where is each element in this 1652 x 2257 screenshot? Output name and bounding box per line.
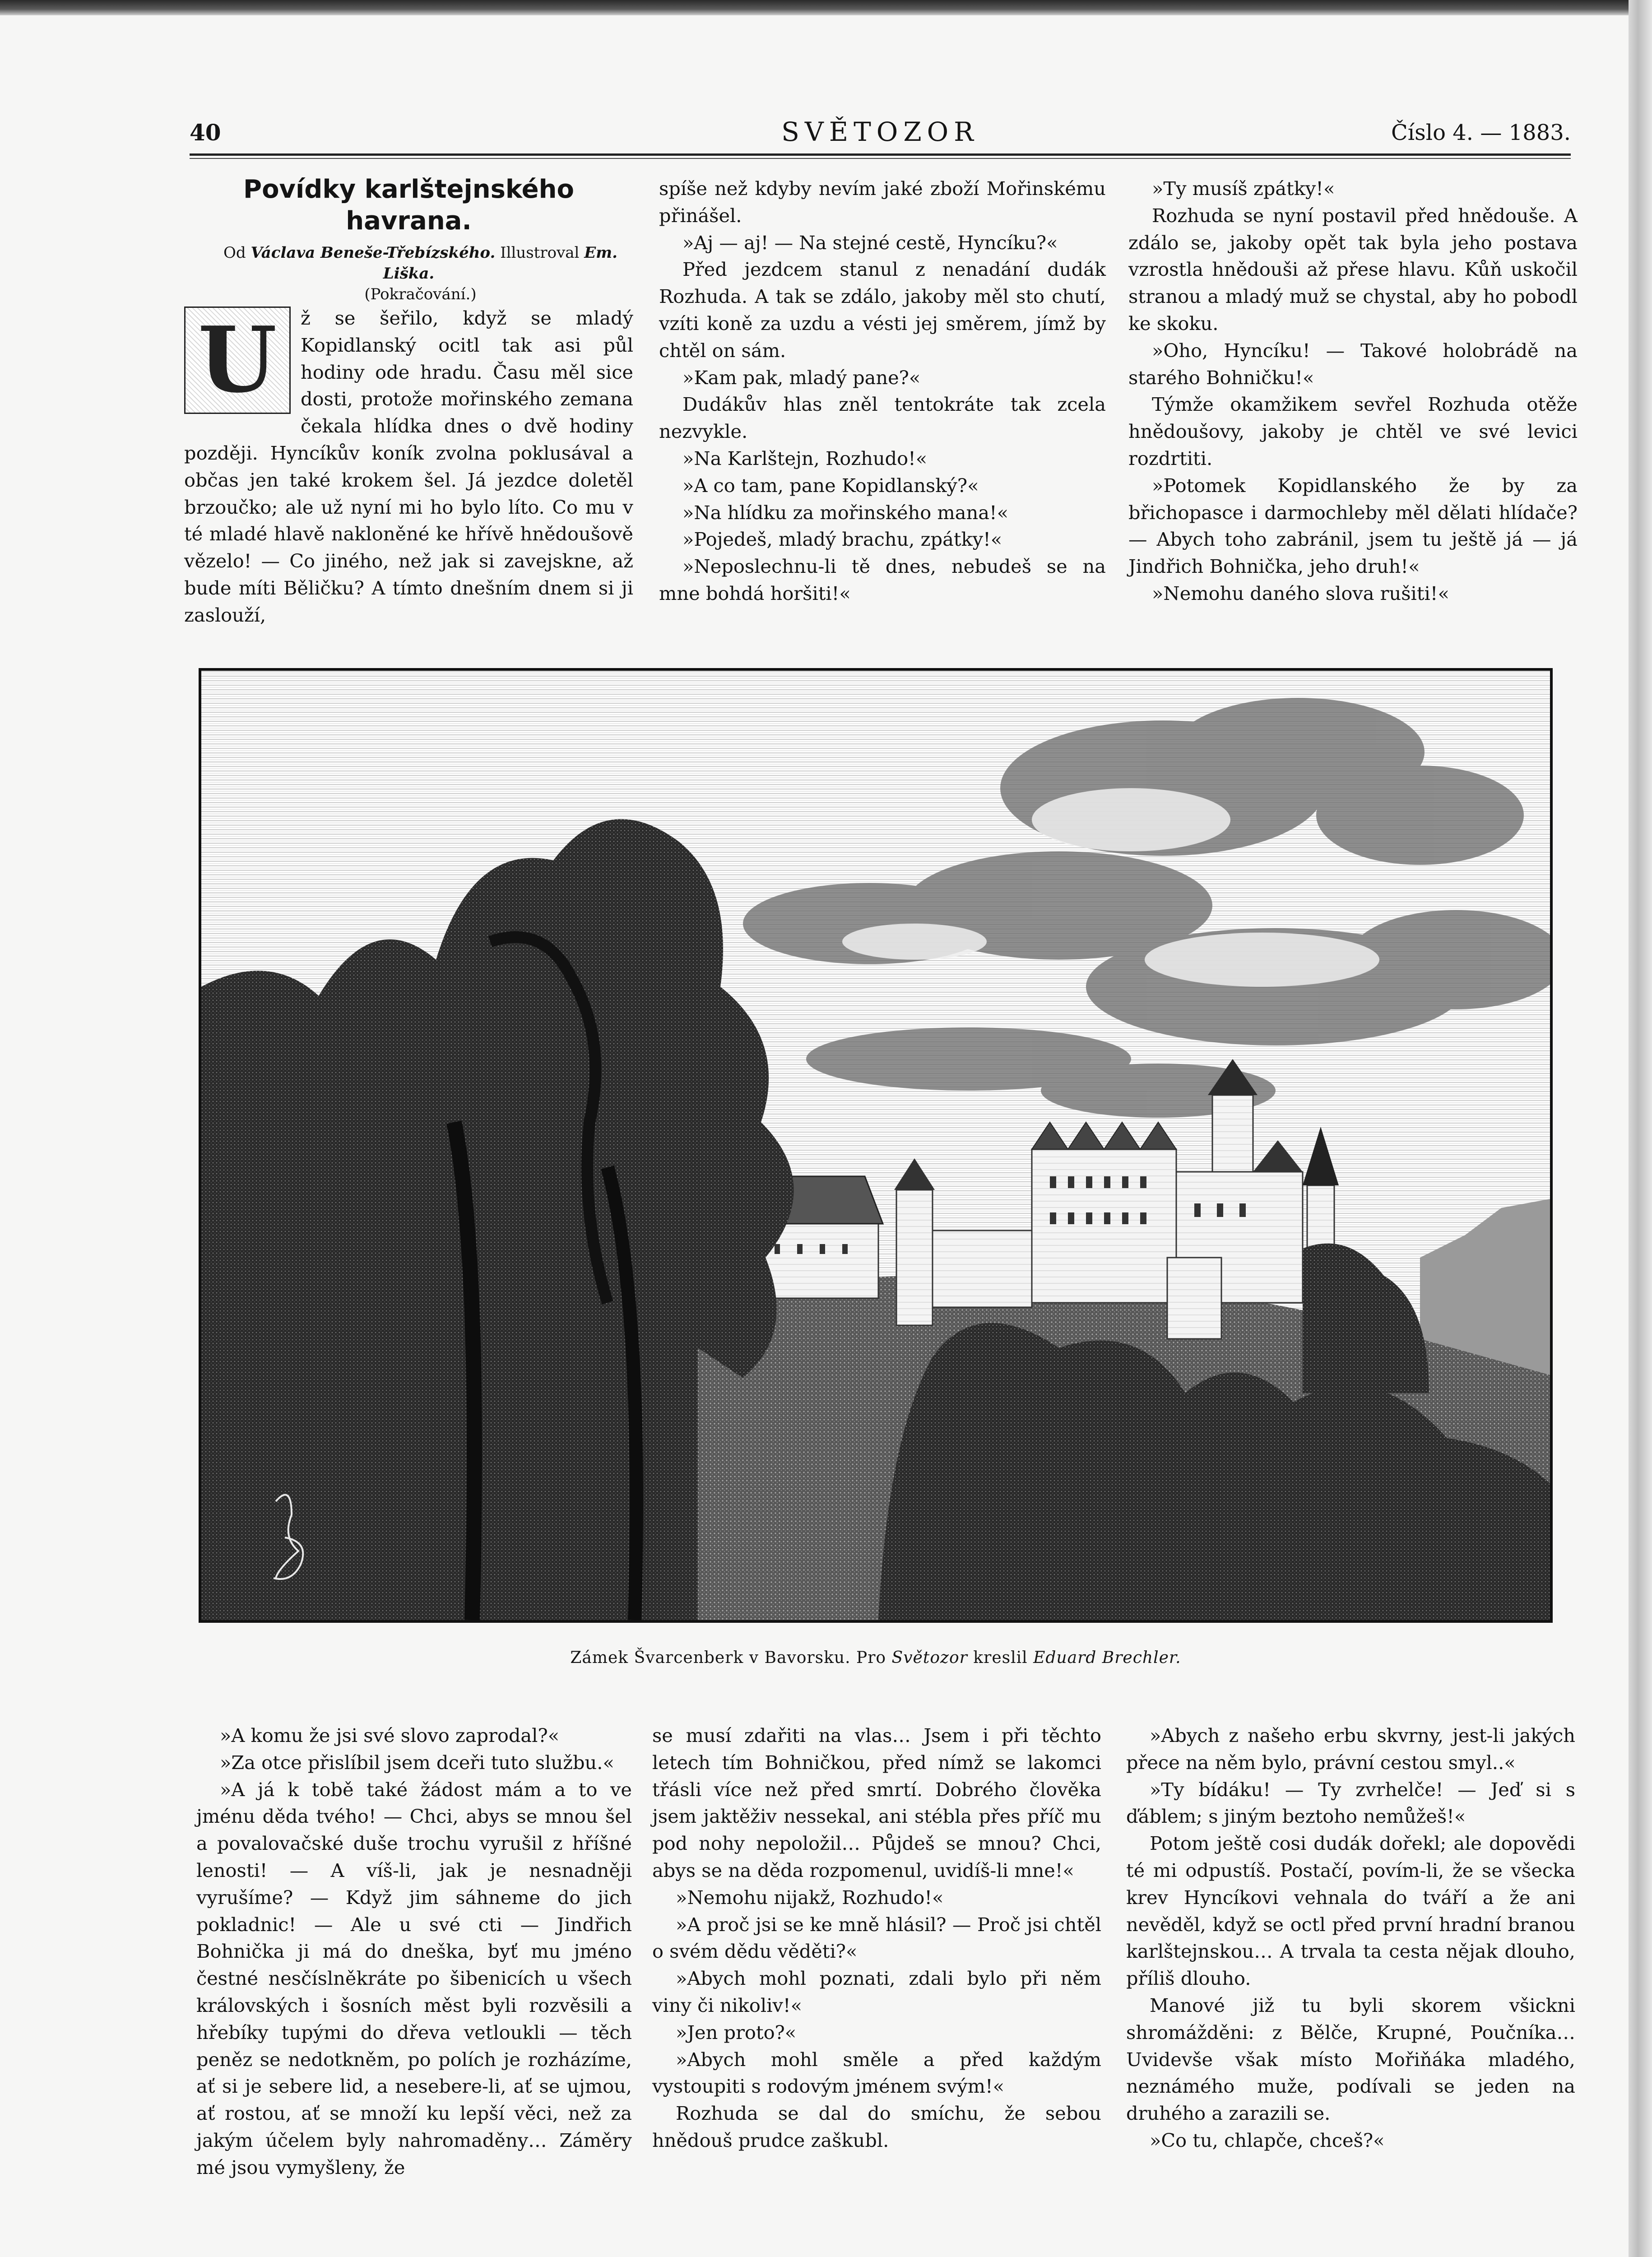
paragraph: »A komu že jsi své slovo zaprodal?« (220, 1724, 560, 1746)
story-title: Povídky karlštejnského havrana. (243, 175, 574, 236)
paragraph: Manové již tu byli skorem všickni shromážděni: z Bělče, Krupné, Poučníka… Uvidevše však místo Mořiňáka mladého, neznámého muže, podívali se jeden na druhého a zarazili se. (1126, 1994, 1575, 2125)
paragraph: »Na hlídku za mořinského mana!« (682, 501, 1009, 524)
running-header (190, 116, 1571, 151)
paragraph: »Nemohu nijakž, Rozhudo!« (676, 1886, 944, 1909)
page-number: 40 (190, 119, 221, 146)
scan-top-edge (0, 0, 1652, 15)
paragraph: »Pojedeš, mladý brachu, zpátky!« (682, 528, 1002, 551)
paragraph: »Nemohu daného slova rušiti!« (1152, 582, 1449, 604)
paragraph: Před jezdcem stanul z nenadání dudák Rozhuda. A tak se zdálo, jakoby měl sto chutí, vzíti koně za uzdu a vésti jej směrem, jímž by chtěl on sám. (659, 258, 1106, 362)
paragraph: »Jen proto?« (676, 2021, 797, 2043)
issue-number: Číslo 4. — 1883. (1391, 120, 1571, 145)
drop-cap-letter: U (198, 307, 277, 413)
caption-artist: Eduard Brechler. (1033, 1649, 1181, 1667)
castle-engraving (199, 668, 1553, 1623)
header-rule (190, 153, 1571, 156)
caption-journal: Světozor (891, 1649, 968, 1667)
column-3-top (1128, 175, 1578, 607)
engraving-drawing (201, 671, 1550, 1620)
paragraph: Týmže okamžikem sevřel Rozhuda otěže hnědoušovy, jakoby je chtěl ve své levici rozdrtiti. (1128, 393, 1578, 469)
paragraph: »Aj — aj! — Na stejné cestě, Hyncíku?« (682, 231, 1058, 254)
paragraph: Rozhuda se dal do smíchu, že sebou hnědouš prudce zaškubl. (652, 2102, 1101, 2151)
paragraph: Potom ještě cosi dudák dořekl; ale dopovědi té mi odpustíš. Postačí, povím-li, že se všecka krev Hyncíkovi vehnala do tváří a že ani nevěděl, když se octl před první hradní branou karlštejnskou… A trvala ta cesta nějak dlouho, příliš dlouho. (1126, 1832, 1575, 1990)
author-name: Václava Beneše-Třebízského. (251, 244, 496, 262)
paragraph: »Ty musíš zpátky!« (1152, 177, 1335, 200)
paragraph: spíše než kdyby nevím jaké zboží Mořinskému přinášel. (659, 177, 1106, 227)
header-rule-thin (190, 158, 1571, 159)
column-2-bottom (652, 1722, 1101, 2154)
paragraph: ž se šeřilo, když se mladý Kopidlanský ocitl tak asi půl hodiny ode hradu. Času měl sice dosti, protože mořinského zemana čekala hlídka dnes o dvě hodiny později. Hyncíkův koník zvolna poklusával a občas jen také krokem šel. Já jezdce doletěl brzoučko; ale už nyní mi ho bylo líto. Co mu v té mladé hlavě nakloněné ke hřívě hnědoušově vězelo! — Co jiného, než jak si zavejskne, až bude míti Běličku? A tímto dnešním dnem si ji zaslouží, (184, 307, 633, 626)
paragraph: »Kam pak, mladý pane?« (682, 366, 921, 389)
paragraph: »Na Karlštejn, Rozhudo!« (682, 447, 928, 469)
byline (184, 242, 633, 284)
paragraph: »Co tu, chlapče, chceš?« (1150, 2129, 1385, 2151)
column-2-top (659, 175, 1106, 607)
paragraph: »Abych mohl směle a před každým vystoupiti s rodovým jménem svým!« (652, 2048, 1101, 2098)
column-3-bottom (1126, 1722, 1575, 2154)
magazine-title: SVĚTOZOR (781, 116, 979, 147)
paragraph: se musí zdařiti na vlas… Jsem i při těchto letech tím Bohničkou, před nímž se lakomci třásli více než před smrtí. Dobrého člověka jsem jaktěživ nessekal, ani stébla přes příč mu pod nohy nepoložil… Půjdeš se mnou? Chci, abys se na děda rozpomenul, uvidíš-li mne!« (652, 1724, 1101, 1881)
paragraph: »A proč jsi se ke mně hlásil? — Proč jsi chtěl o svém dědu věděti?« (652, 1913, 1101, 1963)
illustration-caption (199, 1649, 1553, 1667)
caption-prefix: Zámek Švarcenberk v Bavorsku. Pro (570, 1649, 886, 1667)
byline-prefix: Od (223, 244, 246, 262)
paragraph: »Za otce přislíbil jsem dceři tuto službu.« (220, 1751, 614, 1774)
scan-right-edge (1629, 0, 1652, 2257)
continuation-note: (Pokračování.) (364, 285, 477, 303)
drop-cap-initial (184, 307, 291, 414)
illustrated-by-label: Illustroval (500, 244, 580, 262)
paragraph: »A co tam, pane Kopidlanský?« (682, 474, 979, 497)
caption-mid: kreslil (973, 1649, 1028, 1667)
paragraph: »A já k tobě také žádost mám a to ve jménu děda tvého! — Chci, abys se mnou šel a povalovačské duše trochu vyrušil z hříšné lenosti! — A víš-li, jak je nesnadněji vyrušíme? — Když jim sáhneme do jich pokladnic! — Ale u své cti — Jindřich Bohnička ji má do dneška, byť mu jméno čestné nesčíslněkráte po šibenicích u všech královských i šosních měst byli rozvěsili a hřebíky tupými do dřeva vetloukli — těch peněz se nedotkněm, po polích je rozházíme, ať si je sebere lid, a nesebere-li, ať se ujmou, ať rostou, ať se množí ku lepší věci, než za jakým účelem byly nahromaděny… Záměry mé jsou vymyšleny, že (196, 1778, 632, 2178)
paragraph: »Abych mohl poznati, zdali bylo při něm viny či nikoliv!« (652, 1967, 1101, 2016)
column-1-bottom (196, 1722, 632, 2181)
paragraph: »Potomek Kopidlanského že by za břichopasce i darmochleby měl dělati hlídače? — Abych toho zabránil, jsem tu ještě já — já Jindřich Bohnička, jeho druh!« (1128, 474, 1578, 578)
paragraph: »Ty bídáku! — Ty zvrhelče! — Jeď si s ďáblem; s jiným beztoho nemůžeš!« (1126, 1778, 1575, 1828)
paragraph: Rozhuda se nyní postavil před hnědouše. A zdálo se, jakoby opět tak byla jeho postava vzrostla hnědouši až přese hlavu. Kůň uskočil stranou a mladý muž se chystal, aby ho pobodl ke skoku. (1128, 204, 1578, 334)
paragraph: »Oho, Hyncíku! — Takové holobrádě na starého Bohničku!« (1128, 339, 1578, 389)
column-1-top (184, 174, 633, 629)
paragraph: »Abych z našeho erbu skvrny, jest-li jakých přece na něm bylo, právní cestou smyl..« (1126, 1724, 1575, 1774)
paragraph: »Neposlechnu-li tě dnes, nebudeš se na mne bohdá horšiti!« (659, 555, 1106, 604)
illustrator-name: Em. Liška. (383, 244, 617, 283)
paragraph: Dudákův hlas zněl tentokráte tak zcela nezvykle. (659, 393, 1106, 443)
